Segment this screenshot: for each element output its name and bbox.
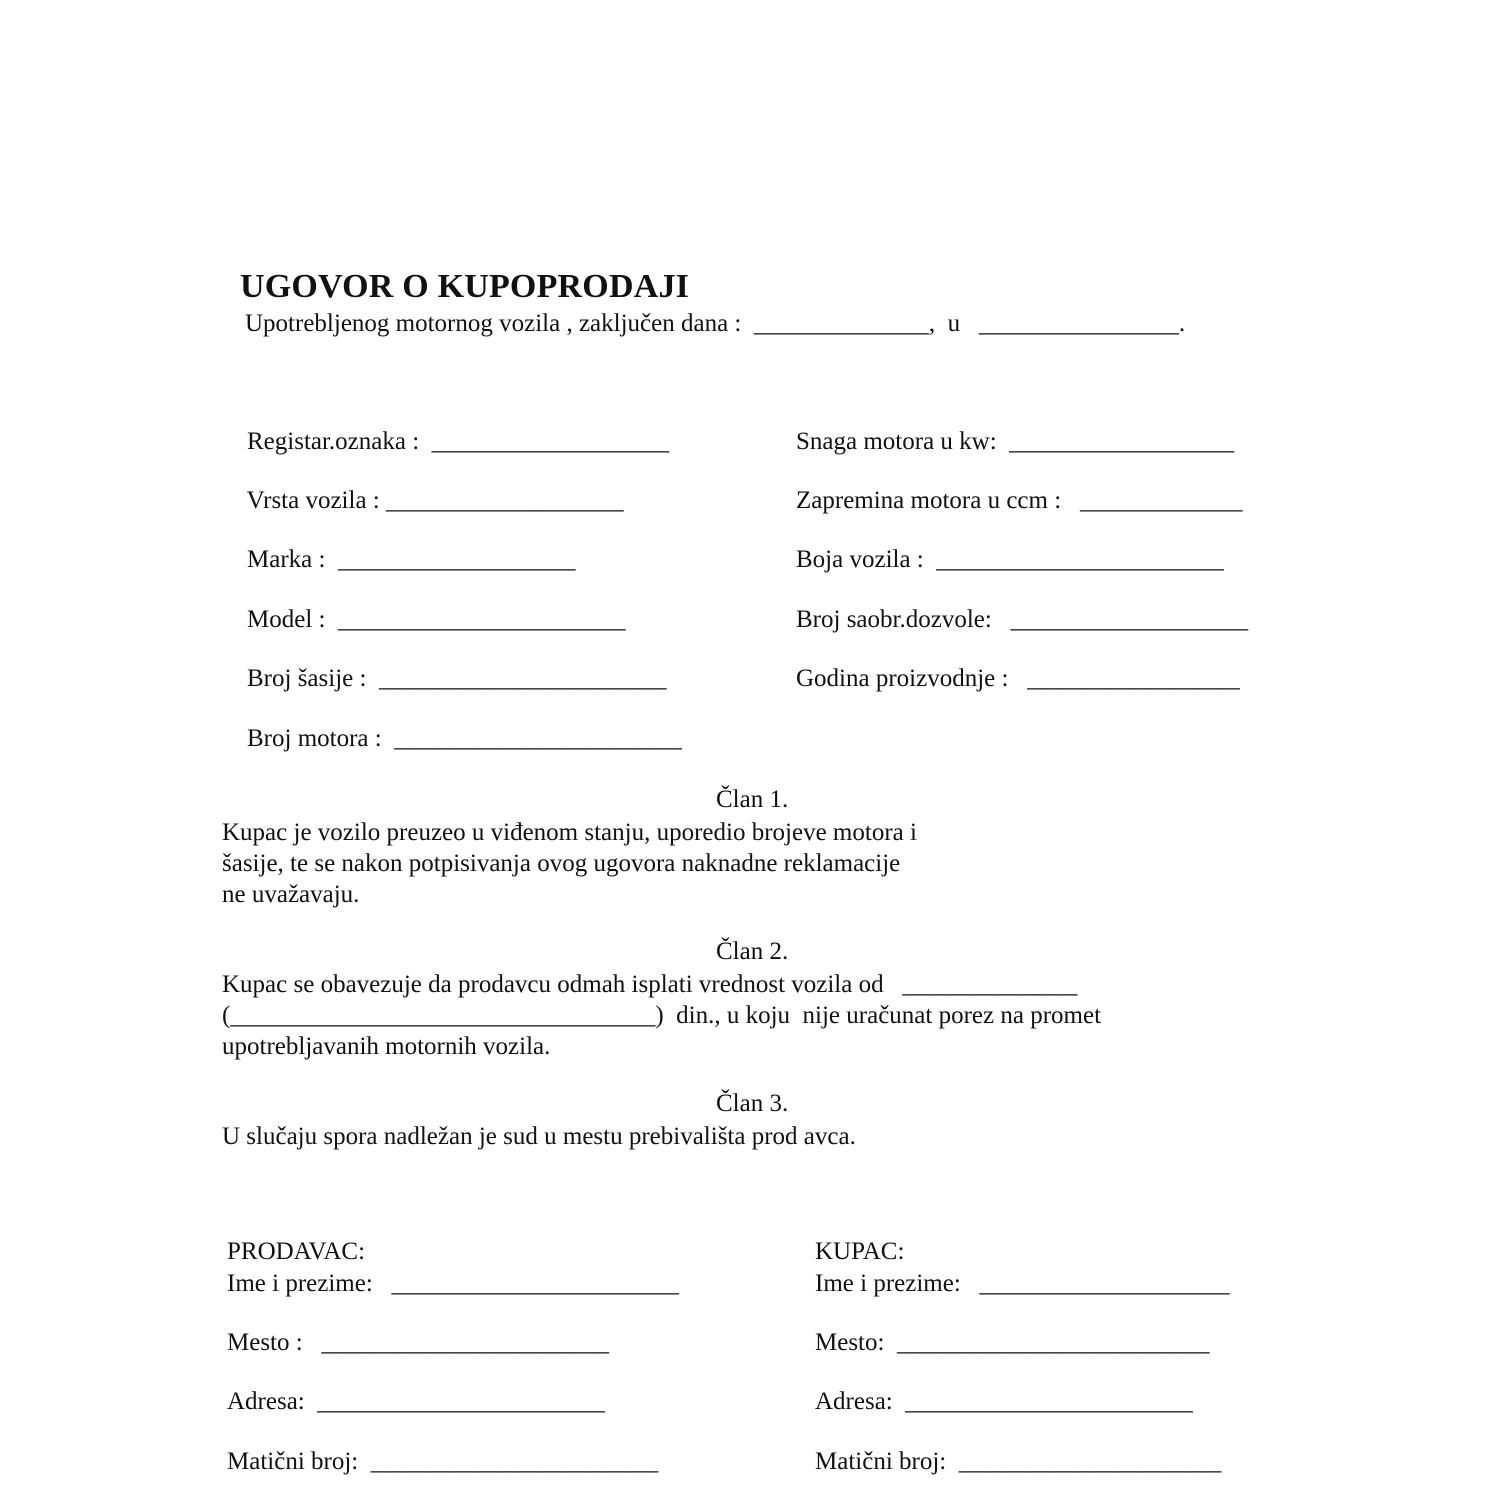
field-blank[interactable]: ___________________ xyxy=(1010,606,1249,633)
field-label: Zapremina motora u ccm : xyxy=(796,487,1080,514)
article-3-line: U slučaju spora nadležan je sud u mestu prebivališta prod avca. xyxy=(222,1123,856,1150)
field-blank[interactable]: ___________________ xyxy=(337,546,576,573)
seller-place-field[interactable]: Mesto : _______________________ xyxy=(227,1329,609,1356)
buyer-place-field[interactable]: Mesto: _________________________ xyxy=(815,1329,1210,1356)
article-2-heading: Član 2. xyxy=(716,938,789,965)
buyer-address-field[interactable]: Adresa: _______________________ xyxy=(815,1388,1193,1415)
field-blank[interactable]: _______________________ xyxy=(394,725,682,752)
field-label: Model : xyxy=(247,606,338,633)
field-blank[interactable]: _______________________ xyxy=(378,665,667,692)
seller-name-field[interactable]: Ime i prezime: _______________________ xyxy=(227,1270,680,1297)
field-label: Boja vozila : xyxy=(796,546,937,573)
article-2-line: (__________________________________) din., u koju nije uračunat porez na promet xyxy=(222,1002,1102,1029)
field-production-year xyxy=(771,637,1240,721)
document-title: UGOVOR O KUPOPRODAJI xyxy=(240,268,690,305)
field-blank[interactable]: _______________________ xyxy=(936,546,1224,573)
seller-id-number-field[interactable]: Matični broj: _______________________ xyxy=(227,1448,659,1475)
field-blank[interactable]: _______________________ xyxy=(337,606,626,633)
field-engine-number xyxy=(222,697,682,781)
field-label: Broj motora : xyxy=(247,725,395,752)
seller-heading: PRODAVAC: xyxy=(227,1238,366,1265)
field-label: Broj šasije : xyxy=(247,665,379,692)
document-subtitle: Upotrebljenog motornog vozila , zaključen dana : ______________, u ________________. xyxy=(245,310,1186,337)
field-blank[interactable]: _________________ xyxy=(1027,665,1240,692)
buyer-name-field[interactable]: Ime i prezime: ____________________ xyxy=(815,1270,1230,1297)
field-label: Registar.oznaka : xyxy=(247,428,432,455)
field-label: Broj saobr.dozvole: xyxy=(796,606,1011,633)
field-blank[interactable]: ___________________ xyxy=(386,487,624,514)
buyer-id-number-field[interactable]: Matični broj: _____________________ xyxy=(815,1448,1222,1475)
field-blank[interactable]: _____________ xyxy=(1079,487,1243,514)
article-1-line: šasije, te se nakon potpisivanja ovog ugovora naknadne reklamacije xyxy=(222,850,901,877)
field-label: Godina proizvodnje : xyxy=(796,665,1028,692)
article-3-heading: Član 3. xyxy=(716,1090,789,1117)
field-blank[interactable]: __________________ xyxy=(1009,428,1235,455)
field-label: Vrsta vozila : xyxy=(246,487,386,514)
article-2-line: upotrebljavanih motornih vozila. xyxy=(222,1033,551,1060)
article-1-line: Kupac je vozilo preuzeo u viđenom stanju, uporedio brojeve motora i xyxy=(222,819,917,846)
seller-address-field[interactable]: Adresa: _______________________ xyxy=(227,1388,605,1415)
article-1-line: ne uvažavaju. xyxy=(222,881,360,908)
buyer-heading: KUPAC: xyxy=(815,1238,905,1265)
field-blank[interactable]: ___________________ xyxy=(431,428,670,455)
field-label: Snaga motora u kw: xyxy=(796,428,1010,455)
field-label: Marka : xyxy=(247,546,338,573)
article-1-heading: Član 1. xyxy=(716,786,789,813)
article-2-line: Kupac se obavezuje da prodavcu odmah isplati vrednost vozila od ______________ xyxy=(222,971,1078,998)
